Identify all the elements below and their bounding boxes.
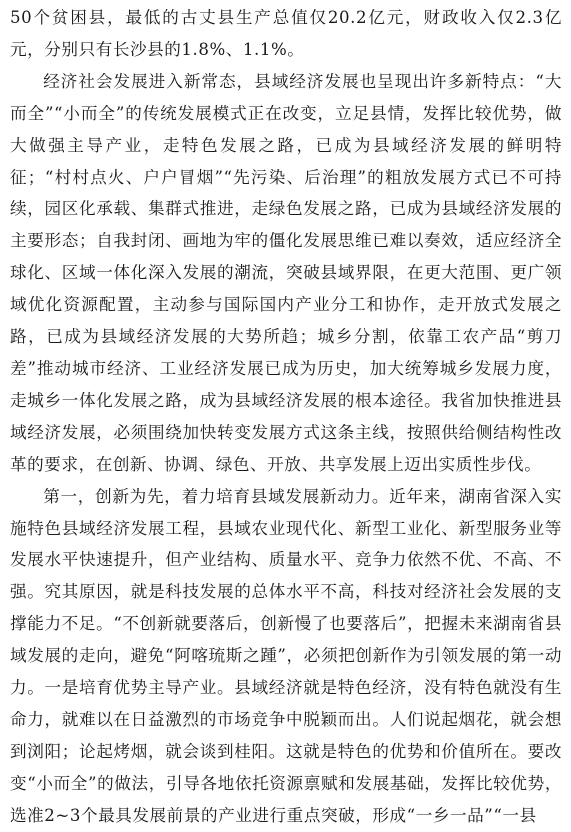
paragraph-1: 50个贫困县，最低的古丈县生产总值仅20.2亿元，财政收入仅2.3亿元，分别只有长沙县的1.8%、1.1%。 — [10, 8, 562, 59]
paragraph-3: 第一，创新为先，着力培育县域发展新动力。近年来，湖南省深入实施特色县域经济发展工程，县域农业现代化、新型工业化、新型服务业等发展水平快速提升，但产业结构、质量水平、竞争力依然不优、不高、不强。究其原因，就是科技发展的总体水平不高，科技对经济社会发展的支撑能力不足。“不创新就要落后，创新慢了也要落后”，把握未来湖南省县域发展的走向，避免“阿喀琉斯之踵”，必须把创新作为引领发展的第一动力。一是培育优势主导产业。县域经济就是特色经济，没有特色就没有生命力，就难以在日益激烈的市场竞争中脱颖而出。人们说起烟花，就会想到浏阳；论起烤烟，就会谈到桂阳。这就是特色的优势和价值所在。要改变“小而全”的做法，引导各地依托资源禀赋和发展基础，发挥比较优势，选准2~3个最具发展前景的产业进行重点突破，形成“一乡一品”“一县 — [10, 486, 562, 825]
paragraph-2: 经济社会发展进入新常态，县域经济发展也呈现出许多新特点：“大而全”“小而全”的传统发展模式正在改变，立足县情，发挥比较优势，做大做强主导产业，走特色发展之路，已成为县域经济发展的鲜明特征；“村村点火、户户冒烟”“先污染、后治理”的粗放发展方式已不可持续，园区化承载、集群式推进，走绿色发展之路，已成为县域经济发展的主要形态；自我封闭、画地为牢的僵化发展思维已难以奏效，适应经济全球化、区域一体化深入发展的潮流，突破县域界限，在更大范围、更广领域优化资源配置，主动参与国际国内产业分工和协作，走开放式发展之路，已成为县域经济发展的大势所趋；城乡分割，依靠工农产品“剪刀差”推动城市经济、工业经济发展已成为历史，加大统筹城乡发展力度，走城乡一体化发展之路，成为县域经济发展的根本途径。我省加快推进县域经济发展，必须围绕加快转变发展方式这条主线，按照供给侧结构性改革的要求，在创新、协调、绿色、开放、共享发展上迈出实质性步伐。 — [10, 71, 562, 474]
document-body — [10, 2, 562, 832]
